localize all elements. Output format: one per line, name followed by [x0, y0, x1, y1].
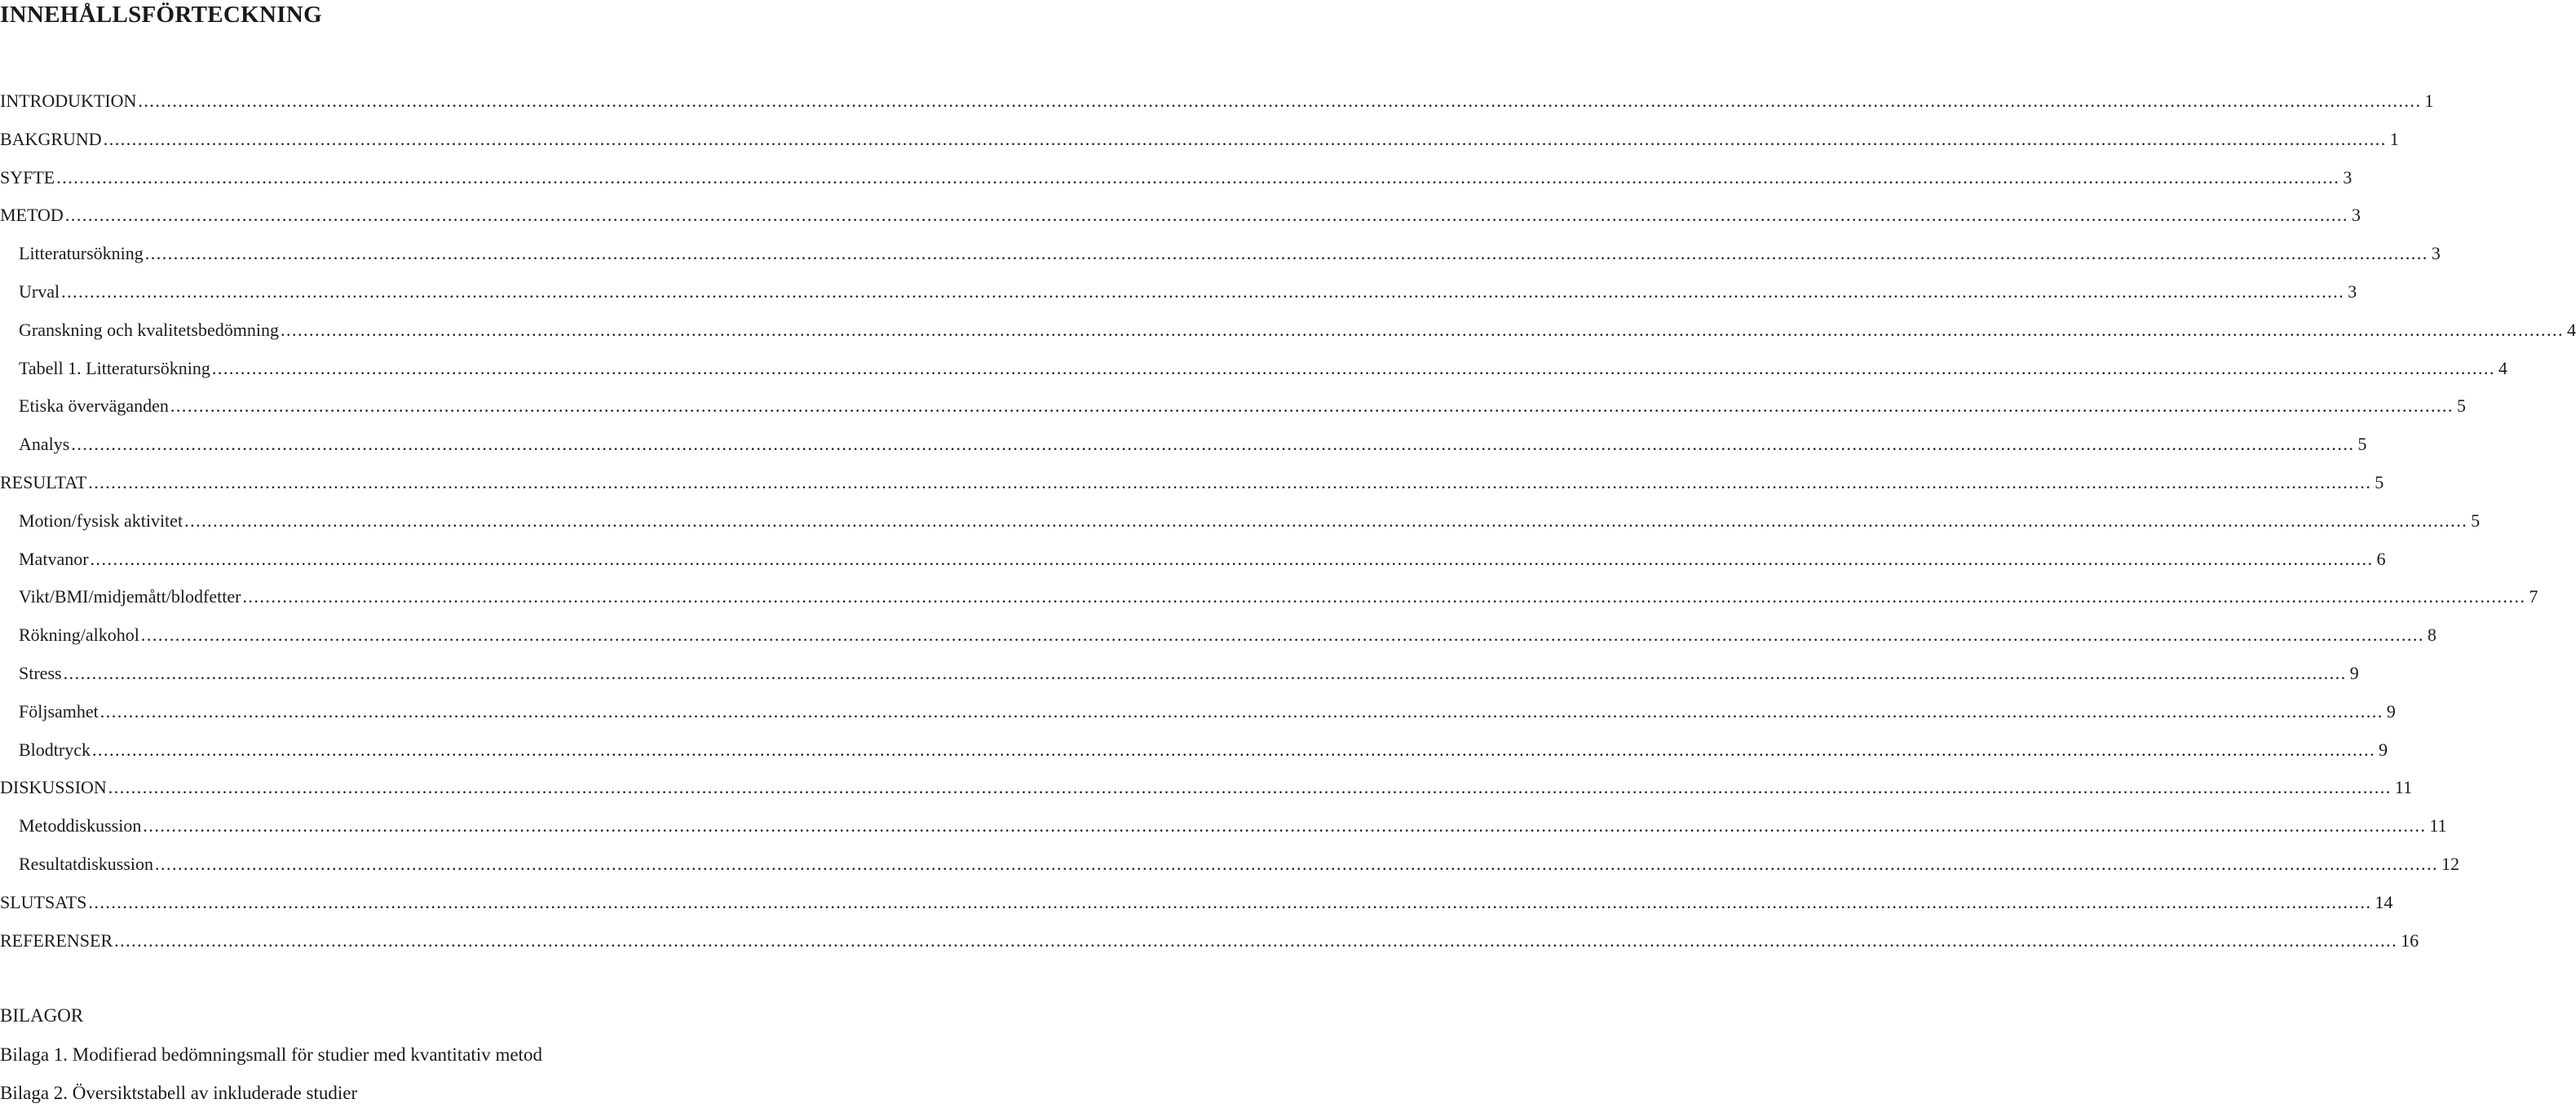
toc-entry[interactable]	[0, 810, 2447, 842]
toc-entry[interactable]	[0, 543, 2386, 576]
toc-entry[interactable]	[0, 505, 2481, 537]
toc-entry[interactable]	[0, 925, 2419, 957]
toc-dot-leader: ................................................................................................................................................................................................................................................................................................................................................................................................................	[144, 243, 2428, 264]
toc-dot-leader: ................................................................................................................................................................................................................................................................................................................................................................................................................	[63, 663, 2347, 683]
toc-entry[interactable]	[0, 580, 2538, 613]
toc-entry-label: Stress	[19, 663, 62, 683]
toc-entry-page-number: 9	[2386, 700, 2396, 722]
toc-dot-leader: ................................................................................................................................................................................................................................................................................................................................................................................................................	[170, 395, 2454, 417]
page-title: INNEHÅLLSFÖRTECKNING	[0, 2, 322, 28]
toc-entry-page-number: 11	[2429, 815, 2447, 837]
toc-dot-leader: ................................................................................................................................................................................................................................................................................................................................................................................................................	[92, 739, 2375, 760]
toc-entry[interactable]	[0, 695, 2396, 728]
toc-entry-label: Litteratursökning	[19, 243, 144, 264]
toc-dot-leader: ................................................................................................................................................................................................................................................................................................................................................................................................................	[184, 510, 2468, 531]
toc-entry-page-number: 5	[2357, 434, 2367, 455]
toc-entry-page-number: 4	[2498, 357, 2508, 378]
toc-entry-page-number: 5	[2375, 472, 2384, 492]
toc-entry[interactable]	[0, 123, 2399, 156]
toc-entry-page-number: 1	[2389, 128, 2399, 149]
toc-entry-label: Urval	[19, 281, 60, 302]
toc-entry-page-number: 5	[2456, 395, 2466, 417]
toc-entry-page-number: 3	[2343, 166, 2353, 188]
toc-entry-label: DISKUSSION	[0, 777, 107, 798]
toc-entry[interactable]	[0, 848, 2460, 881]
toc-entry-label: Motion/fysisk aktivitet	[19, 510, 183, 531]
toc-entry-label: Vikt/BMI/midjemått/blodfetter	[19, 586, 241, 607]
toc-entry-page-number: 14	[2375, 891, 2393, 912]
toc-dot-leader: ................................................................................................................................................................................................................................................................................................................................................................................................................	[143, 815, 2427, 837]
toc-entry[interactable]	[0, 466, 2384, 499]
toc-entry[interactable]	[0, 886, 2393, 919]
toc-dot-leader: ................................................................................................................................................................................................................................................................................................................................................................................................................	[155, 854, 2439, 874]
toc-entry-label: SYFTE	[0, 166, 55, 188]
toc-entry-page-number: 6	[2376, 548, 2386, 569]
toc-entry-label: REFERENSER	[0, 929, 113, 951]
toc-dot-leader: ................................................................................................................................................................................................................................................................................................................................................................................................................	[103, 128, 2387, 149]
toc-entry-label: Metoddiskussion	[19, 815, 142, 837]
toc-entry-page-number: 1	[2424, 90, 2434, 111]
toc-dot-leader: ................................................................................................................................................................................................................................................................................................................................................................................................................	[64, 205, 2348, 226]
toc-entry[interactable]	[0, 276, 2357, 308]
toc-entry[interactable]	[0, 734, 2388, 766]
toc-entry[interactable]	[0, 352, 2508, 385]
appendix-heading: BILAGOR	[0, 1005, 84, 1026]
toc-entry-label: Matvanor	[19, 548, 89, 569]
toc-entry[interactable]	[0, 657, 2359, 690]
toc-entry-page-number: 5	[2471, 510, 2481, 531]
toc-entry[interactable]	[0, 390, 2466, 422]
toc-dot-leader: ................................................................................................................................................................................................................................................................................................................................................................................................................	[242, 586, 2526, 607]
toc-entry-page-number: 8	[2427, 625, 2437, 646]
toc-dot-leader: ................................................................................................................................................................................................................................................................................................................................................................................................................	[108, 777, 2392, 798]
toc-entry[interactable]	[0, 237, 2441, 270]
toc-entry-label: INTRODUKTION	[0, 90, 137, 111]
toc-entry[interactable]	[0, 85, 2434, 117]
toc-entry-page-number: 16	[2401, 929, 2419, 951]
toc-entry-label: Rökning/alkohol	[19, 625, 139, 646]
toc-dot-leader: ................................................................................................................................................................................................................................................................................................................................................................................................................	[138, 90, 2422, 111]
toc-entry-label: METOD	[0, 205, 64, 226]
toc-dot-leader: ................................................................................................................................................................................................................................................................................................................................................................................................................	[88, 472, 2372, 492]
toc-dot-leader: ................................................................................................................................................................................................................................................................................................................................................................................................................	[90, 548, 2374, 569]
toc-entry[interactable]	[0, 161, 2353, 194]
toc-entry[interactable]	[0, 428, 2367, 461]
toc-dot-leader: ................................................................................................................................................................................................................................................................................................................................................................................................................	[140, 625, 2424, 646]
toc-dot-leader: ................................................................................................................................................................................................................................................................................................................................................................................................................	[61, 281, 2345, 302]
toc-entry-page-number: 3	[2348, 281, 2357, 302]
appendix-item: Bilaga 1. Modifierad bedömningsmall för studier med kvantitativ metod	[0, 1044, 542, 1065]
toc-entry-page-number: 7	[2529, 586, 2538, 607]
toc-entry[interactable]	[0, 314, 2576, 347]
toc-entry-page-number: 4	[2566, 319, 2576, 340]
toc-dot-leader: ................................................................................................................................................................................................................................................................................................................................................................................................................	[114, 929, 2398, 951]
toc-dot-leader: ................................................................................................................................................................................................................................................................................................................................................................................................................	[71, 434, 2355, 455]
toc-entry-label: Granskning och kvalitetsbedömning	[19, 319, 279, 340]
toc-entry-label: Analys	[19, 434, 70, 455]
toc-entry[interactable]	[0, 771, 2412, 804]
toc-entry-page-number: 3	[2431, 243, 2441, 264]
toc-entry-label: BAKGRUND	[0, 128, 102, 149]
toc-entry-page-number: 12	[2441, 854, 2460, 874]
toc-entry-label: Tabell 1. Litteratursökning	[19, 357, 210, 378]
toc-entry-label: Följsamhet	[19, 700, 99, 722]
toc-entry-label: SLUTSATS	[0, 891, 87, 912]
toc-dot-leader: ................................................................................................................................................................................................................................................................................................................................................................................................................	[88, 891, 2372, 912]
toc-dot-leader: ................................................................................................................................................................................................................................................................................................................................................................................................................	[56, 166, 2340, 188]
toc-entry-page-number: 9	[2379, 739, 2388, 760]
toc-entry-label: Etiska överväganden	[19, 395, 169, 417]
toc-entry-page-number: 3	[2351, 205, 2361, 226]
toc-entry-page-number: 11	[2394, 777, 2412, 798]
toc-dot-leader: ................................................................................................................................................................................................................................................................................................................................................................................................................	[280, 319, 2564, 340]
appendix-item: Bilaga 2. Översiktstabell av inkluderade studier	[0, 1083, 358, 1103]
toc-dot-leader: ................................................................................................................................................................................................................................................................................................................................................................................................................	[211, 357, 2495, 378]
toc-dot-leader: ................................................................................................................................................................................................................................................................................................................................................................................................................	[99, 700, 2384, 722]
toc-entry-page-number: 9	[2349, 663, 2359, 683]
toc-entry-label: Resultatdiskussion	[19, 854, 154, 874]
toc-entry[interactable]	[0, 199, 2361, 232]
toc-entry[interactable]	[0, 619, 2437, 651]
toc-entry-label: Blodtryck	[19, 739, 91, 760]
toc-entry-label: RESULTAT	[0, 472, 87, 492]
